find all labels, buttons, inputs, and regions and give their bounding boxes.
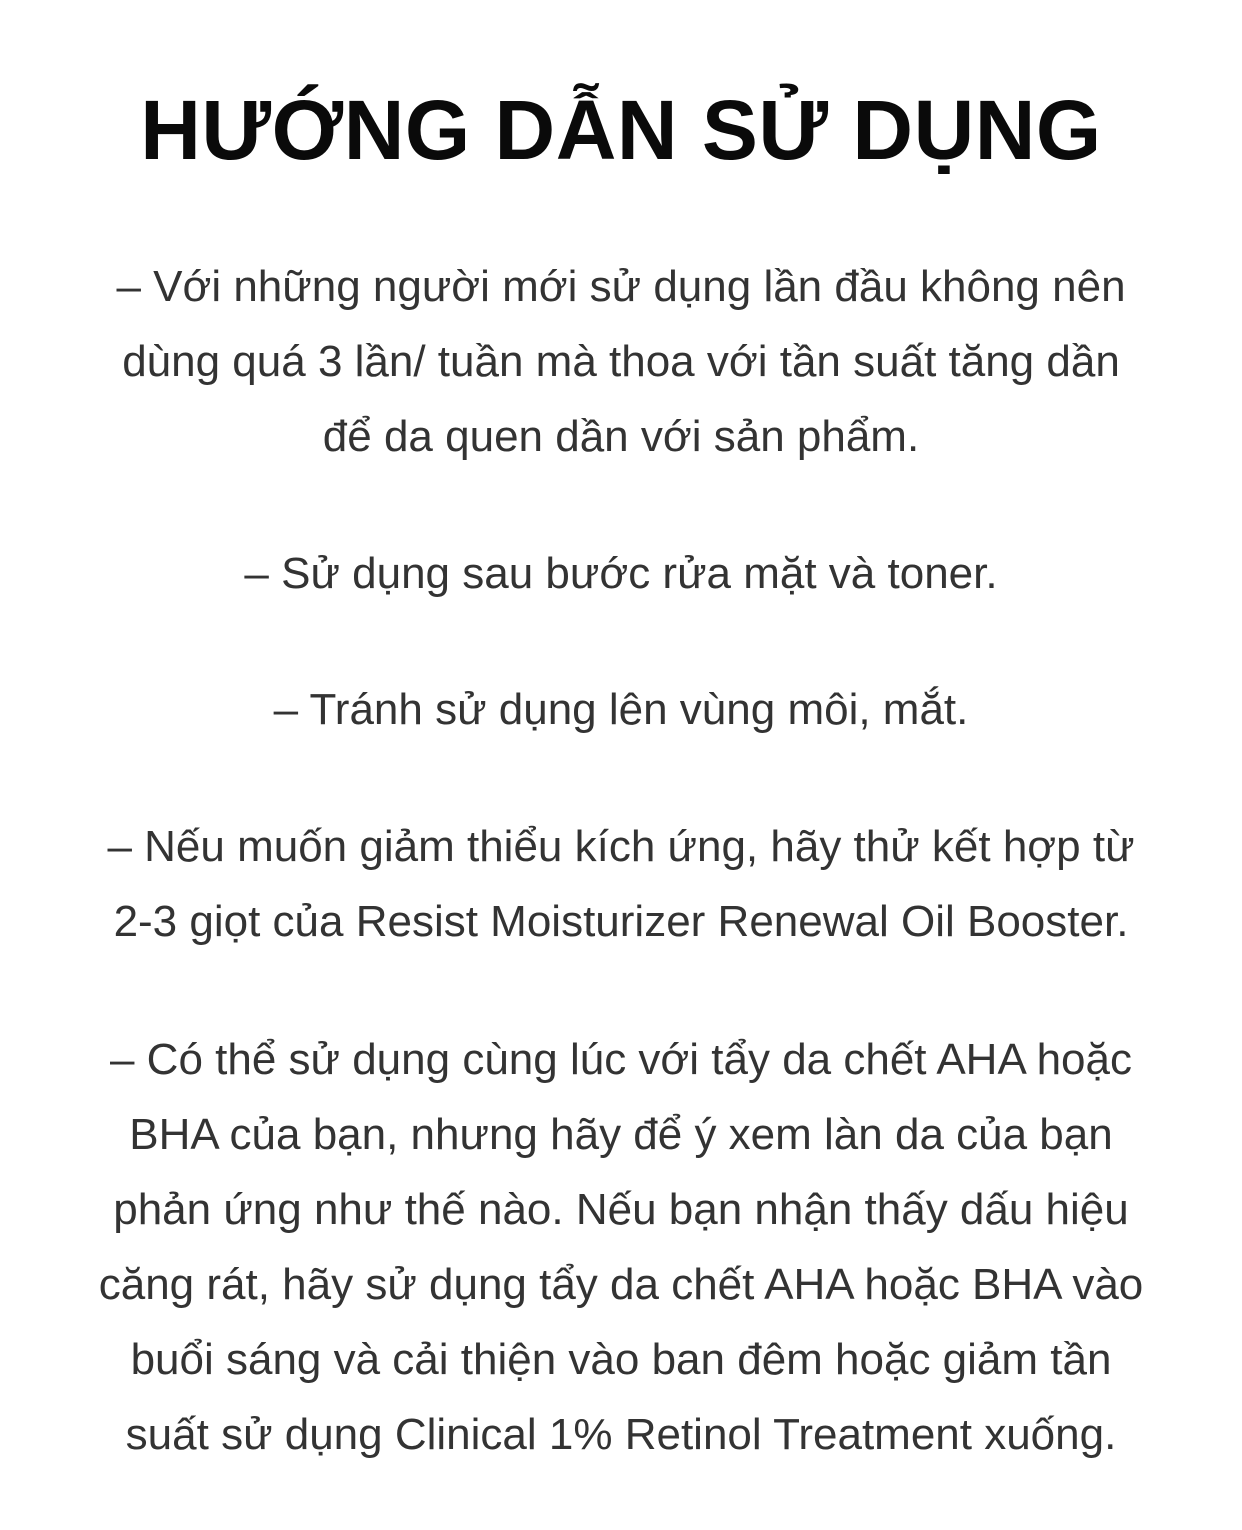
instruction-paragraph-after-toner: – Sử dụng sau bước rửa mặt và toner. [244, 549, 998, 598]
instruction-paragraph-aha-bha: – Có thể sử dụng cùng lúc với tẩy da chết AHA hoặc BHA của bạn, nhưng hãy để ý xem làn da của bạn phản ứng như thế nào. Nếu bạn nhận thấy dấu hiệu căng rát, hãy sử dụng tẩy da chết AHA hoặc BHA vào buổi sáng và cải thiện vào ban đêm hoặc giảm tần suất sử dụng Clinical 1% Retinol Treatment xuống. [98, 1035, 1144, 1459]
instruction-paragraph-avoid-area: – Tránh sử dụng lên vùng môi, mắt. [273, 685, 969, 734]
instruction-paragraph-first-use: – Với những người mới sử dụng lần đầu không nên dùng quá 3 lần/ tuần mà thoa với tần suất tăng dần để da quen dần với sản phẩm. [116, 262, 1126, 461]
page-title: HƯỚNG DẪN SỬ DỤNG [140, 83, 1102, 177]
instruction-paragraph-reduce-irritation: – Nếu muốn giảm thiểu kích ứng, hãy thử kết hợp từ 2-3 giọt của Resist Moisturizer Renewal Oil Booster. [107, 822, 1135, 946]
